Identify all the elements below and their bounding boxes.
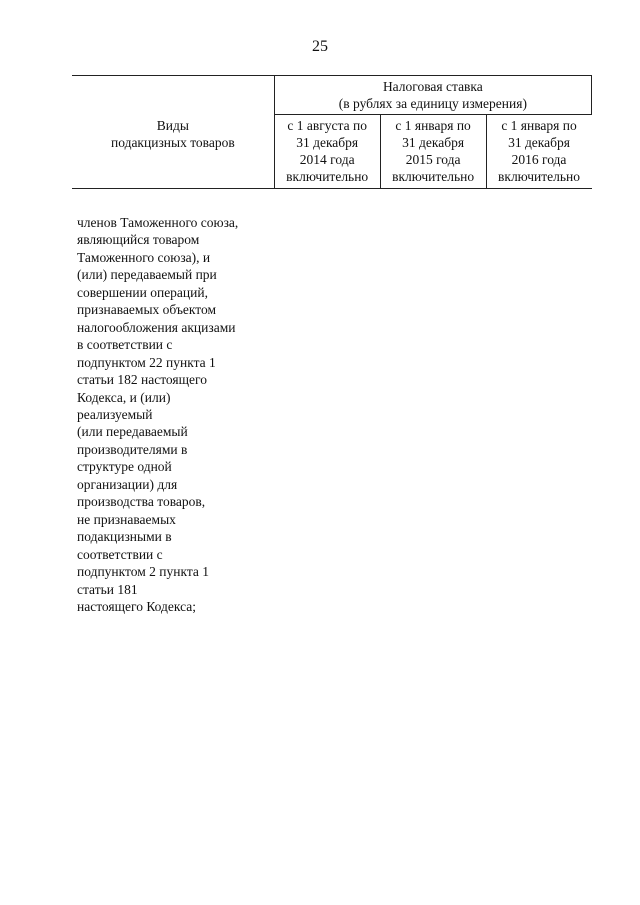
kinds-header-line: подакцизных товаров <box>110 135 235 150</box>
text-line: организации) для <box>77 476 178 492</box>
period-line: с 1 августа по <box>287 118 367 133</box>
text-line: Таможенного союза), и <box>77 249 211 265</box>
text-line: налогообложения акцизами <box>77 319 236 335</box>
text-line: производителями в <box>77 441 188 457</box>
text-line: подпунктом 2 пункта 1 <box>77 564 210 580</box>
text-line: Кодекса, и (или) <box>77 389 171 405</box>
text-line: структуре одной <box>77 459 172 475</box>
text-line: не признаваемых <box>77 511 176 527</box>
text-line: подпунктом 22 пункта 1 <box>77 354 216 370</box>
text-line: в соответствии с <box>77 337 173 353</box>
period-line: 31 декабря <box>402 135 465 150</box>
period-line: 2016 года <box>511 152 567 167</box>
period-line: 2015 года <box>405 152 461 167</box>
rate-header-line: Налоговая ставка <box>382 79 483 94</box>
kinds-header-line: Виды <box>156 118 189 133</box>
text-line: совершении операций, <box>77 284 208 300</box>
period-line: с 1 января по <box>501 118 577 133</box>
text-line: (или передаваемый <box>77 424 188 440</box>
period-line: включительно <box>498 169 581 184</box>
text-line: реализуемый <box>77 406 153 422</box>
text-line: (или) передаваемый при <box>77 267 217 283</box>
period-line: с 1 января по <box>395 118 471 133</box>
period-line: включительно <box>392 169 475 184</box>
period-2015-header <box>380 115 486 189</box>
text-line: членов Таможенного союза, <box>77 215 239 230</box>
period-2014-header <box>274 115 380 189</box>
page-number: 25 <box>312 38 328 55</box>
text-line: статьи 181 <box>77 581 138 597</box>
goods-description-text <box>77 214 277 615</box>
text-line: настоящего Кодекса; <box>77 598 197 614</box>
period-2016-header <box>486 115 591 189</box>
tax-rate-header-table <box>72 75 592 189</box>
text-line: являющийся товаром <box>77 232 200 248</box>
tax-rate-header <box>274 76 591 115</box>
period-line: 2014 года <box>299 152 355 167</box>
text-line: признаваемых объектом <box>77 302 217 318</box>
period-line: 31 декабря <box>508 135 570 150</box>
rate-header-line: (в рублях за единицу измерения) <box>338 96 527 111</box>
table-header-row <box>72 76 592 115</box>
period-line: 31 декабря <box>296 135 359 150</box>
text-line: подакцизными в <box>77 529 172 545</box>
text-line: статьи 182 настоящего <box>77 372 207 388</box>
text-line: производства товаров, <box>77 494 206 510</box>
text-line: соответствии с <box>77 546 163 562</box>
excise-goods-kinds-header <box>72 76 274 189</box>
period-line: включительно <box>286 169 369 184</box>
